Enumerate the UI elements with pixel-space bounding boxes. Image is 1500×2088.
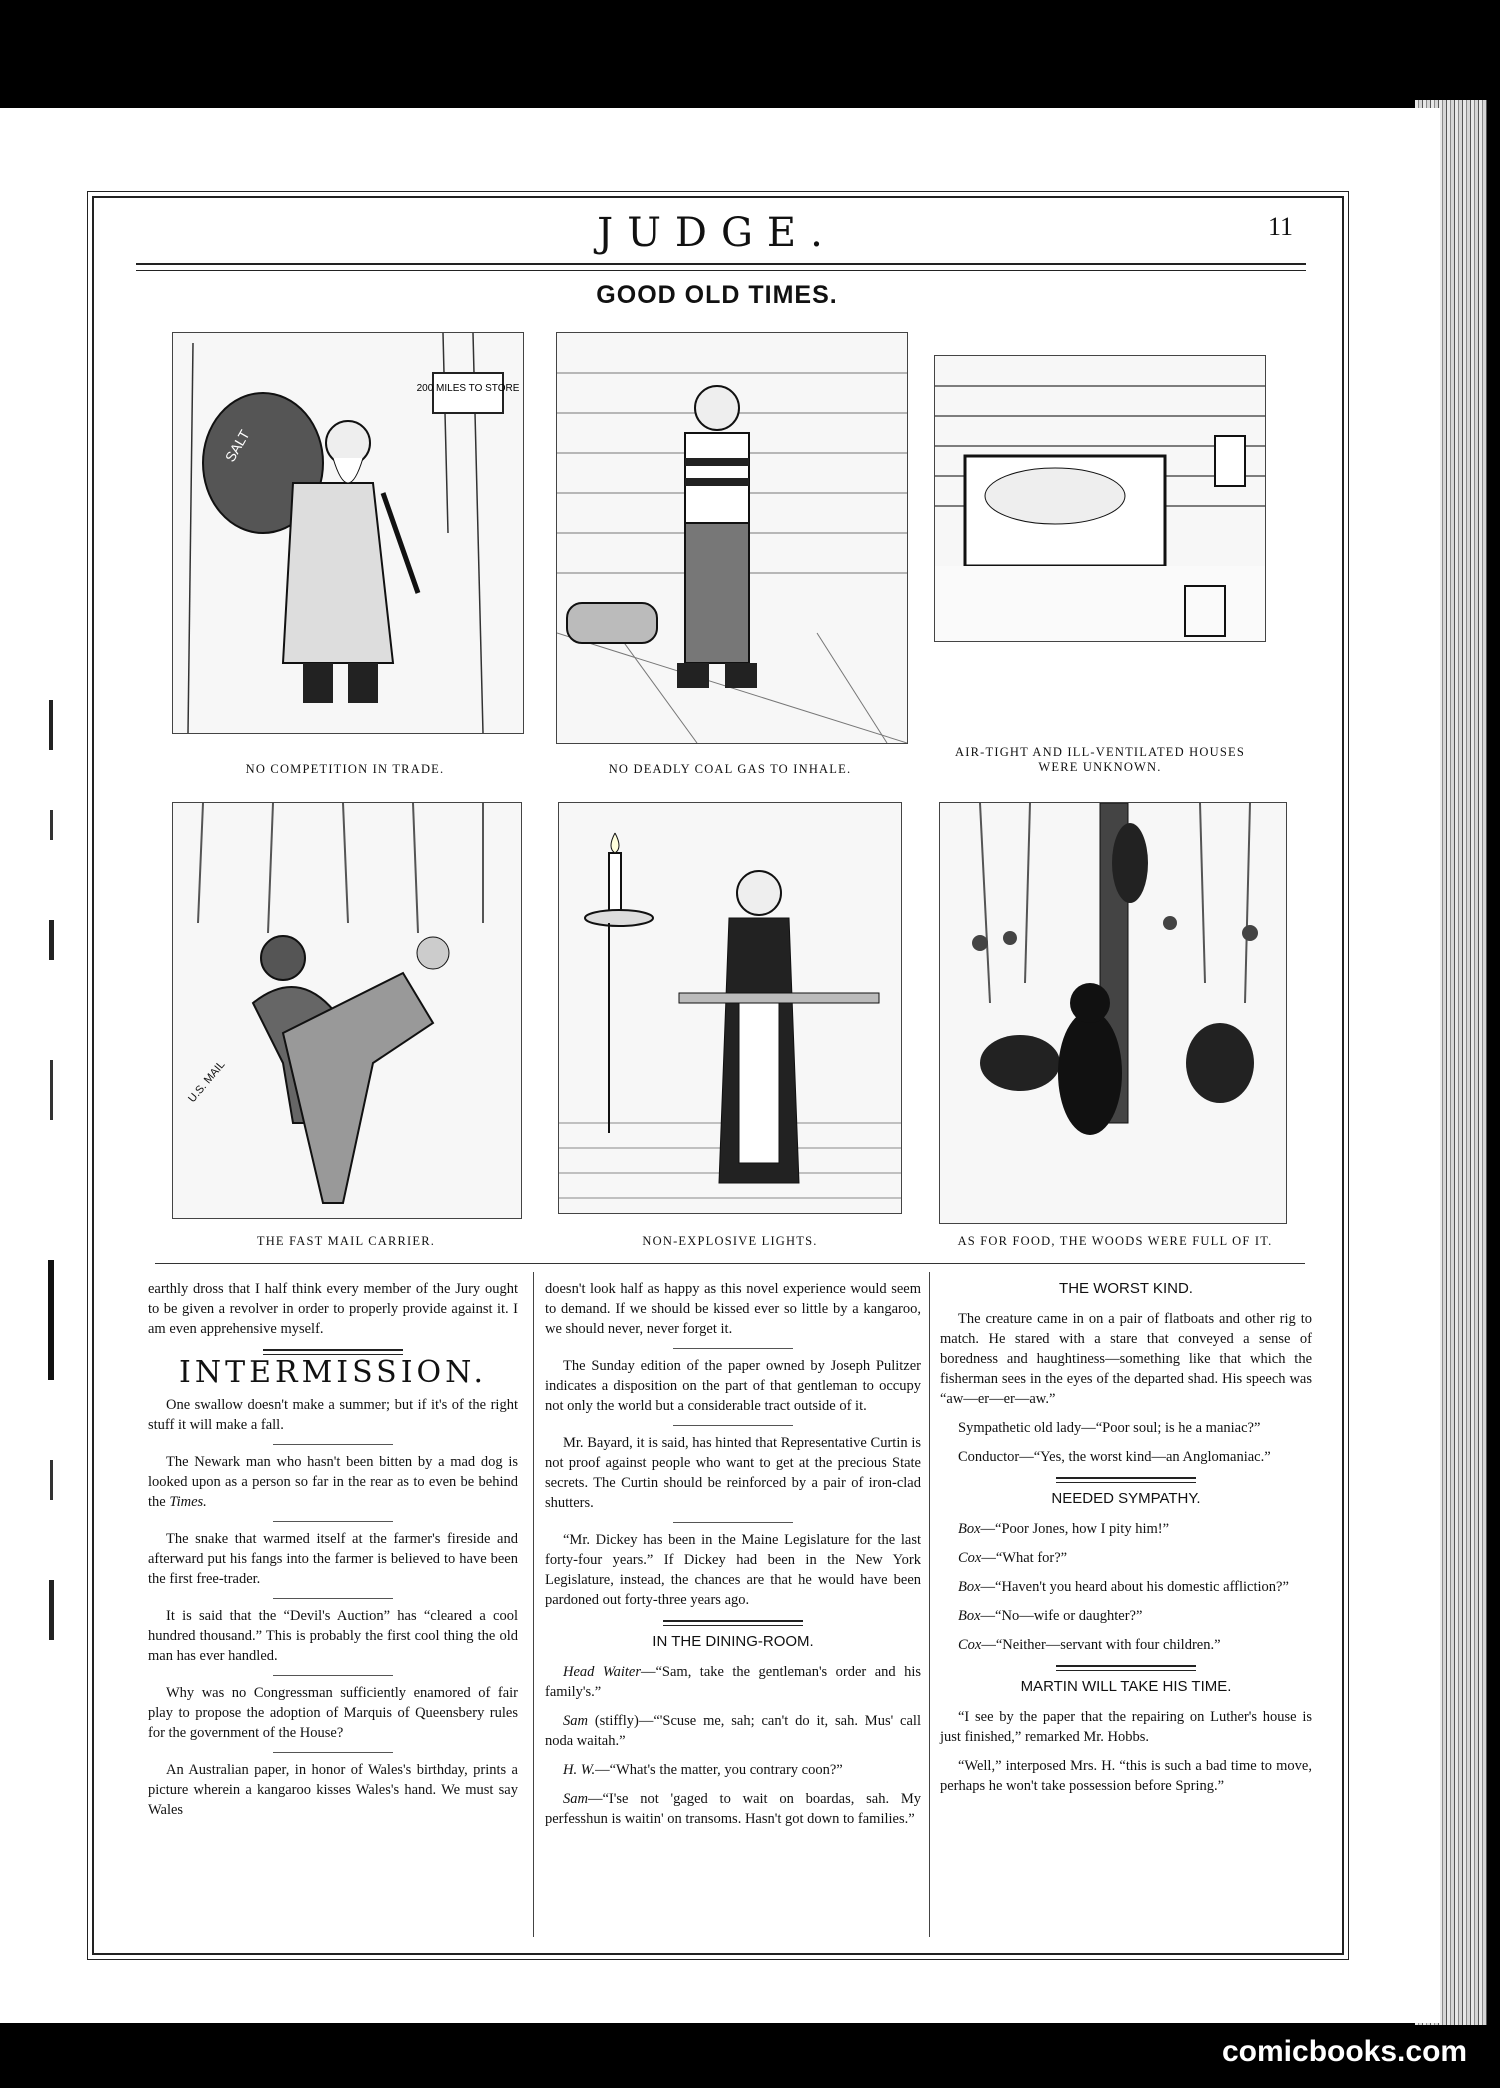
column-rule-2 <box>929 1272 930 1937</box>
col3-paragraph: Sympathetic old lady—“Poor soul; is he a maniac?” <box>958 1420 1261 1436</box>
col2-paragraph: “Mr. Dickey has been in the Maine Legislature for the last forty-four years.” If Dickey had been in the New York Legislature, instead, the chances are that he would have been pardoned out forty-three years ago. <box>545 1532 921 1608</box>
panel-6-caption: AS FOR FOOD, THE WOODS WERE FULL OF IT. <box>957 1234 1273 1248</box>
col2-paragraph: The Sunday edition of the paper owned by Joseph Pulitzer indicates a disposition on the part of that gentleman to occupy not only the world but a considerable tract outside of it. <box>545 1358 921 1414</box>
col1-paragraph: An Australian paper, in honor of Wales's birthday, prints a picture wherein a kangaroo kisses Wales's hand. We must say Wales <box>148 1762 518 1818</box>
panel-lights-illustration <box>558 802 902 1214</box>
col1-paragraph: It is said that the “Devil's Auction” has “cleared a cool hundred thousand.” This is probably the first cool thing the old man has ever handled. <box>148 1608 518 1664</box>
dialogue-line <box>545 1760 921 1780</box>
divider <box>273 1752 393 1753</box>
page-headline: GOOD OLD TIMES. <box>596 281 838 309</box>
dialogue-line <box>545 1662 921 1702</box>
line-text: (stiffly)—“'Scuse me, sah; can't do it, sah. Mus' call noda waitah.” <box>545 1713 921 1749</box>
binding-stitches <box>45 700 59 1700</box>
speaker: Cox <box>958 1637 982 1653</box>
dialogue-line <box>940 1519 1312 1539</box>
col1-paragraph-italic: Times. <box>169 1494 207 1510</box>
divider <box>273 1444 393 1445</box>
speaker: Sam <box>563 1791 588 1807</box>
line-text: —“What's the matter, you contrary coon?” <box>595 1762 843 1778</box>
line-text: —“Neither—servant with four children.” <box>981 1637 1221 1653</box>
panel-cabin-man-illustration <box>556 332 908 744</box>
line-text: —“Sam, take the gentleman's order and his family's.” <box>545 1664 921 1700</box>
panel-5-caption: NON-EXPLOSIVE LIGHTS. <box>642 1234 818 1248</box>
col2-paragraph: doesn't look half as happy as this novel experience would seem to demand. If we should be kissed ever so little by a kangaroo, we should never, never forget it. <box>545 1281 921 1337</box>
col3-paragraph: The creature came in on a pair of flatboats and other rig to match. He stared with a stare that conveyed a sense of boredness and haughtiness—something like that which the fisherman sees in the eyes of the departed shad. His speech was “aw—er—er—aw.” <box>940 1311 1312 1407</box>
col1-paragraph-text: The Newark man who hasn't been bitten by a mad dog is looked upon as a person so far in the rear as to even be behind the <box>148 1454 518 1510</box>
sack-text: SALT <box>221 427 253 465</box>
column-rule-1 <box>533 1272 534 1937</box>
divider <box>673 1425 793 1426</box>
dialogue-line <box>545 1711 921 1751</box>
col2-paragraph: Mr. Bayard, it is said, has hinted that Representative Curtin is not proof against people who want to get at the precious State secrets. The Curtin should be reinforced by a pair of iron-clad shutters. <box>545 1435 921 1511</box>
line-text: —“Poor Jones, how I pity him!” <box>980 1521 1170 1537</box>
panel-1-caption: NO COMPETITION IN TRADE. <box>245 762 445 776</box>
section-heading-needed-sympathy: NEEDED SYMPATHY. <box>1051 1490 1201 1507</box>
speaker: Box <box>958 1521 981 1537</box>
panel-3-caption-line1: AIR-TIGHT AND ILL-VENTILATED HOUSES <box>955 745 1245 759</box>
col3-paragraph: “I see by the paper that the repairing on Luther's house is just finished,” remarked Mr. Hobbs. <box>940 1709 1312 1745</box>
col1-paragraph: earthly dross that I half think every member of the Jury ought to be given a revolver in order to properly provide against it. I am even apprehensive myself. <box>148 1281 518 1337</box>
speaker: Cox <box>958 1550 982 1566</box>
section-heading-martin: MARTIN WILL TAKE HIS TIME. <box>1020 1678 1232 1695</box>
masthead: JUDGE. <box>597 210 837 256</box>
panel-bears-illustration <box>939 802 1287 1224</box>
dialogue-line <box>940 1606 1312 1626</box>
text-column-1 <box>148 1279 518 1829</box>
col3-paragraph: Conductor—“Yes, the worst kind—an Anglomaniac.” <box>958 1449 1271 1465</box>
ornament-rule <box>1056 1665 1196 1671</box>
section-heading-intermission: INTERMISSION. <box>178 1355 488 1390</box>
mail-bag-text: U.S. MAIL <box>186 1058 228 1105</box>
line-text: —“No—wife or daughter?” <box>980 1608 1143 1624</box>
dialogue-line <box>940 1635 1312 1655</box>
divider <box>673 1522 793 1523</box>
panel-4-caption: THE FAST MAIL CARRIER. <box>256 1234 436 1248</box>
speaker: H. W. <box>563 1762 596 1778</box>
panel-3-caption <box>930 745 1270 775</box>
line-text: —“What for?” <box>981 1550 1068 1566</box>
panel-log-house-illustration <box>934 355 1266 642</box>
dialogue-line <box>940 1577 1312 1597</box>
divider <box>273 1598 393 1599</box>
ornament-rule <box>663 1620 803 1626</box>
speaker: Sam <box>563 1713 588 1729</box>
panel-trader-illustration <box>172 332 524 734</box>
ornament-rule <box>1056 1477 1196 1483</box>
speaker: Box <box>958 1579 981 1595</box>
dialogue-line <box>545 1789 921 1829</box>
panel-3-caption-line2: WERE UNKNOWN. <box>1038 760 1162 774</box>
dialogue-line <box>940 1548 1312 1568</box>
site-watermark: comicbooks.com <box>1222 2035 1468 2068</box>
section-divider <box>155 1263 1305 1264</box>
line-text: —“Haven't you heard about his domestic affliction?” <box>980 1579 1289 1595</box>
text-column-3 <box>940 1279 1312 1805</box>
panel-mail-carrier-illustration <box>172 802 522 1219</box>
col3-paragraph: “Well,” interposed Mrs. H. “this is such a bad time to move, perhaps he won't take possession before Spring.” <box>940 1758 1312 1794</box>
col1-paragraph: One swallow doesn't make a summer; but if it's of the right stuff it will make a fall. <box>148 1397 518 1433</box>
panel-2-caption: NO DEADLY COAL GAS TO INHALE. <box>608 762 852 776</box>
col1-paragraph: The snake that warmed itself at the farmer's fireside and afterward put his fangs into the farmer is believed to have been the first free-trader. <box>148 1531 518 1587</box>
col1-paragraph: Why was no Congressman sufficiently enamored of fair play to propose the adoption of Marquis of Queensbery rules for the government of the House? <box>148 1685 518 1741</box>
sign-text: 200 MILES TO STORE <box>416 383 520 394</box>
divider <box>273 1675 393 1676</box>
col1-paragraph <box>148 1452 518 1512</box>
line-text: —“I'se not 'gaged to wait on boardas, sah. My perfesshun is waitin' on transoms. Hasn't got down to families.” <box>545 1791 921 1827</box>
text-column-2 <box>545 1279 921 1838</box>
divider <box>673 1348 793 1349</box>
speaker: Head Waiter <box>563 1664 641 1680</box>
divider <box>273 1521 393 1522</box>
section-heading-worst-kind: THE WORST KIND. <box>1059 1280 1193 1297</box>
page-number: 11 <box>1268 212 1294 241</box>
speaker: Box <box>958 1608 981 1624</box>
section-heading-dining-room: IN THE DINING-ROOM. <box>652 1633 814 1650</box>
masthead-rule <box>136 263 1306 271</box>
